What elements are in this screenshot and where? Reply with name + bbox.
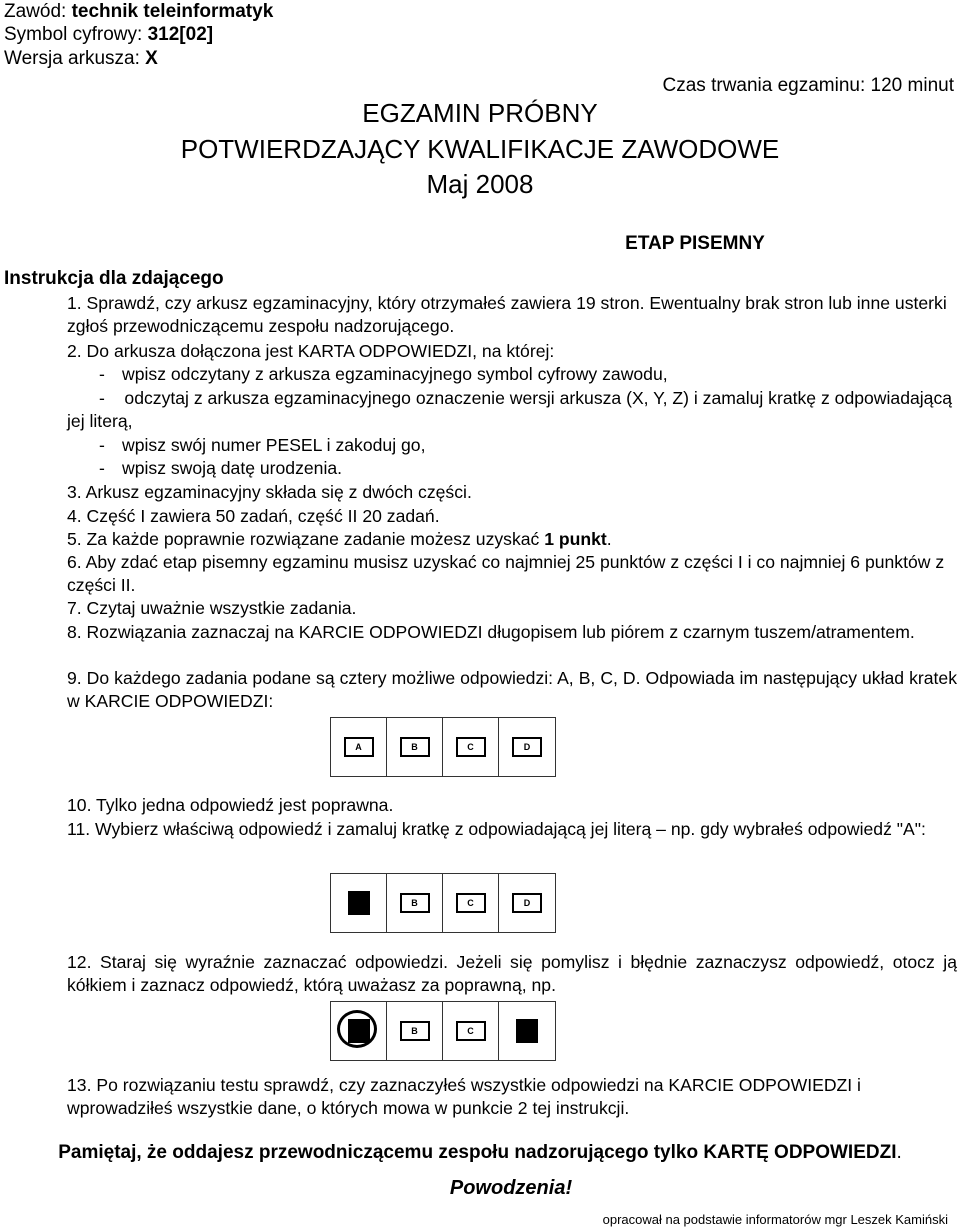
answer-box-b: B bbox=[400, 737, 430, 757]
instruction-3: 3. Arkusz egzaminacyjny składa się z dwóch części. bbox=[67, 482, 472, 502]
instruction-2-intro: 2. Do arkusza dołączona jest KARTA ODPOWIEDZI, na której: bbox=[67, 341, 555, 361]
symbol-label: Symbol cyfrowy: bbox=[4, 24, 148, 45]
instruction-4: 4. Część I zawiera 50 zadań, część II 20 zadań. bbox=[67, 506, 440, 526]
instruction-2b-text: odczytaj z arkusza egzaminacyjnego oznaczenie wersji arkusza (X, Y, Z) i zamaluj kratkę z odpowiadającą jej literą, bbox=[67, 387, 953, 432]
instruction-12: 12. Staraj się wyraźnie zaznaczać odpowiedzi. Jeżeli się pomylisz i błędnie zaznaczysz odpowiedź, otocz ją kółkiem i zaznacz odpowiedź, którą uważasz za poprawną, np. bbox=[67, 952, 957, 996]
symbol-value: 312[02] bbox=[147, 24, 214, 45]
answer-grid-example bbox=[330, 717, 556, 777]
answer-cell-c bbox=[443, 718, 499, 776]
answer-box-b: B bbox=[400, 893, 430, 913]
version-line bbox=[4, 48, 158, 70]
instruction-2a bbox=[67, 363, 957, 386]
answer-box-a-filled: A bbox=[348, 891, 370, 915]
answer-box-a: A bbox=[344, 737, 374, 757]
instruction-2b bbox=[67, 387, 957, 434]
instruction-1: 1. Sprawdź, czy arkusz egzaminacyjny, który otrzymałeś zawiera 19 stron. Ewentualny brak stron lub inne usterki zgłoś przewodniczącemu zespołu nadzorującego. bbox=[67, 293, 947, 337]
instruction-6: 6. Aby zdać etap pisemny egzaminu musisz uzyskać co najmniej 25 punktów z części I i co najmniej 6 punktów z części II. bbox=[67, 552, 945, 596]
instruction-5-post: . bbox=[606, 529, 612, 549]
reminder bbox=[0, 1142, 960, 1164]
correction-circle bbox=[337, 1010, 377, 1048]
answer-cell-b bbox=[387, 1002, 443, 1060]
instruction-2c-text: wpisz swój numer PESEL i zakoduj go, bbox=[122, 434, 426, 455]
instruction-2d-text: wpisz swoją datę urodzenia. bbox=[122, 458, 343, 479]
instruction-2c bbox=[67, 434, 957, 457]
answer-box-d-filled: D bbox=[516, 1019, 538, 1043]
title-line-1: EGZAMIN PRÓBNY bbox=[362, 98, 598, 128]
instruction-2d bbox=[67, 457, 957, 480]
instruction-8: 8. Rozwiązania zaznaczaj na KARCIE ODPOWIEDZI długopisem lub piórem z czarnym tuszem/atramentem. bbox=[67, 622, 915, 642]
answer-cell-a bbox=[331, 1002, 387, 1060]
answer-cell-b bbox=[387, 874, 443, 932]
symbol-line bbox=[4, 24, 213, 46]
instruction-13: 13. Po rozwiązaniu testu sprawdź, czy zaznaczyłeś wszystkie odpowiedzi na KARCIE ODPOWIEDZI i wprowadziłeś wszystkie dane, o których mowa w punkcie 2 tej instrukcji. bbox=[67, 1075, 861, 1119]
answer-cell-a bbox=[331, 718, 387, 776]
answer-cell-c bbox=[443, 874, 499, 932]
good-luck: Powodzenia! bbox=[449, 1177, 573, 1199]
answer-box-d: D bbox=[512, 737, 542, 757]
dash-marker: - bbox=[99, 387, 105, 408]
answer-box-c: C bbox=[456, 893, 486, 913]
instruction-10: 10. Tylko jedna odpowiedź jest poprawna. bbox=[67, 795, 394, 815]
profession-label: Zawód: bbox=[4, 1, 72, 22]
answer-box-d: D bbox=[512, 893, 542, 913]
instruction-11: 11. Wybierz właściwą odpowiedź i zamaluj kratkę z odpowiadającą jej literą – np. gdy wybrałeś odpowiedź "A": bbox=[67, 819, 926, 839]
answer-cell-d bbox=[499, 1002, 555, 1060]
instruction-5-bold: 1 punkt bbox=[544, 529, 607, 549]
instruction-9: 9. Do każdego zadania podane są cztery możliwe odpowiedzi: A, B, C, D. Odpowiada im następujący układ kratek w KARCIE ODPOWIEDZI: bbox=[67, 668, 957, 712]
answer-cell-d bbox=[499, 874, 555, 932]
exam-duration: Czas trwania egzaminu: 120 minut bbox=[662, 75, 954, 96]
instruction-5-pre: 5. Za każde poprawnie rozwiązane zadanie możesz uzyskać bbox=[67, 529, 545, 549]
version-label: Wersja arkusza: bbox=[4, 48, 146, 69]
answer-grid-marked-a bbox=[330, 873, 556, 933]
answer-cell-c bbox=[443, 1002, 499, 1060]
dash-marker: - bbox=[99, 434, 105, 455]
profession-line bbox=[4, 1, 273, 23]
credit-note: opracował na podstawie informatorów mgr Leszek Kamiński bbox=[602, 1212, 948, 1227]
answer-box-b: B bbox=[400, 1021, 430, 1041]
instruction-2 bbox=[67, 340, 957, 480]
instruction-2a-text: wpisz odczytany z arkusza egzaminacyjnego symbol cyfrowy zawodu, bbox=[122, 364, 668, 385]
answer-cell-d bbox=[499, 718, 555, 776]
version-value: X bbox=[145, 48, 158, 69]
answer-cell-b bbox=[387, 718, 443, 776]
profession-value: technik teleinformatyk bbox=[71, 1, 274, 22]
instruction-5 bbox=[67, 528, 957, 551]
answer-box-a-filled: A bbox=[348, 1019, 370, 1043]
answer-box-c: C bbox=[456, 737, 486, 757]
dash-marker: - bbox=[99, 458, 105, 479]
title-line-3: Maj 2008 bbox=[426, 169, 534, 199]
reminder-text: Pamiętaj, że oddajesz przewodniczącemu zespołu nadzorującego tylko KARTĘ ODPOWIEDZI bbox=[58, 1142, 897, 1163]
reminder-end: . bbox=[896, 1142, 902, 1163]
instructions-heading: Instrukcja dla zdającego bbox=[4, 268, 224, 289]
answer-box-c: C bbox=[456, 1021, 486, 1041]
answer-cell-a bbox=[331, 874, 387, 932]
answer-grid-corrected bbox=[330, 1001, 556, 1061]
dash-marker: - bbox=[99, 364, 105, 385]
stage-heading: ETAP PISEMNY bbox=[625, 233, 765, 254]
instruction-7: 7. Czytaj uważnie wszystkie zadania. bbox=[67, 598, 357, 618]
title-line-2: POTWIERDZAJĄCY KWALIFIKACJE ZAWODOWE bbox=[180, 134, 780, 164]
